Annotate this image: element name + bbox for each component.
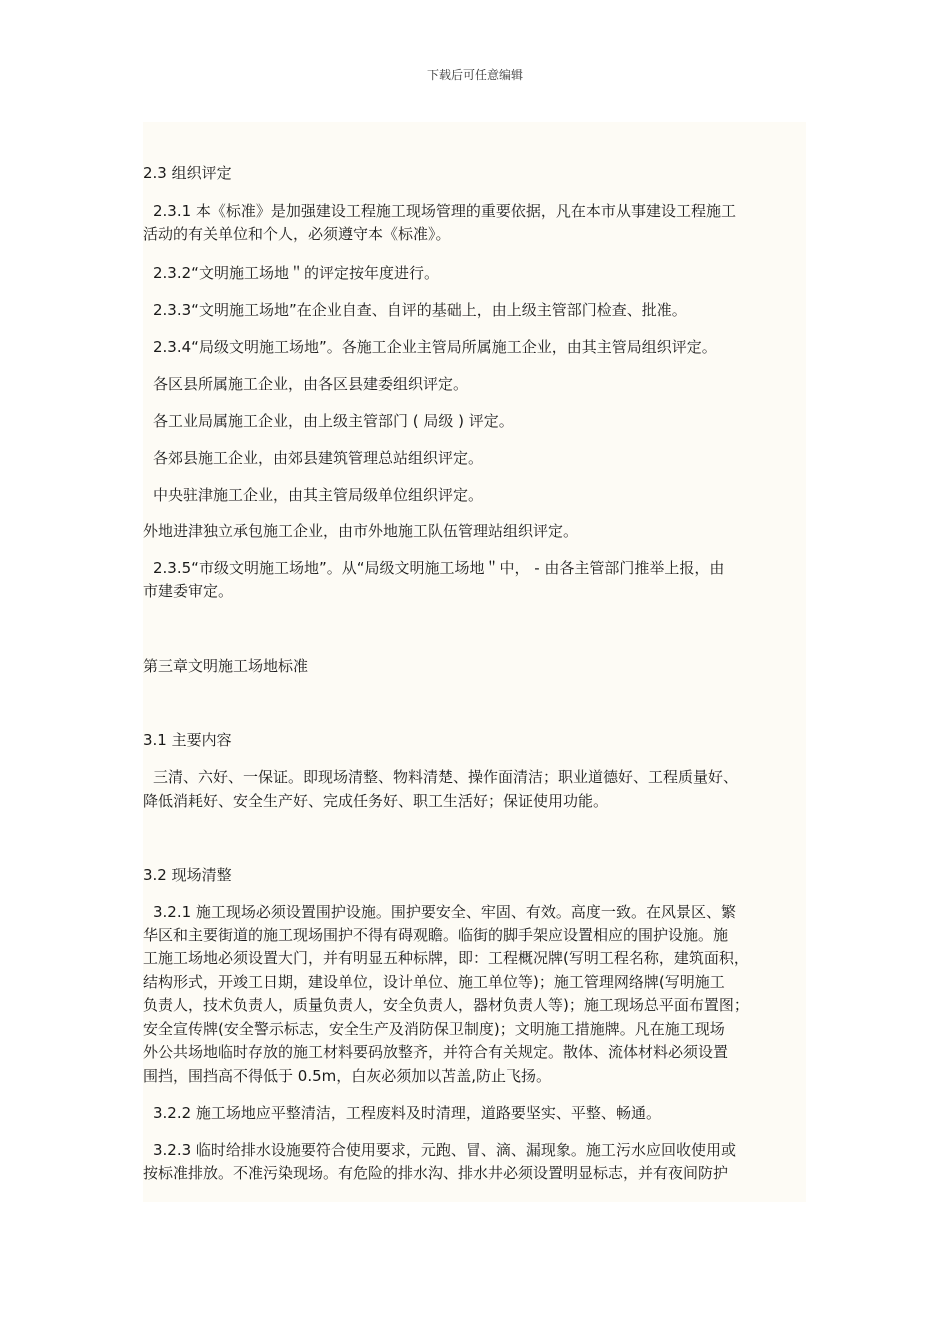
page-header: 下载后可任意编辑: [426, 68, 523, 82]
paragraph-2-3-3: 2.3.3“文明施工场地”在企业自查、自评的基础上，由上级主管部门检查、批准。: [153, 301, 687, 319]
paragraph-3-2-2: 3.2.2 施工场地应平整清洁，工程废料及时清理，道路要坚实、平整、畅通。: [153, 1104, 661, 1122]
paragraph-2-3-1-line1: 2.3.1 本《标准》是加强建设工程施工现场管理的重要依据，凡在本市从事建设工程施工: [153, 202, 736, 220]
paragraph-3-2-1-line1: 3.2.1 施工现场必须设置围护设施。围护要安全、牢固、有效。高度一致。在风景区、繁: [153, 903, 736, 921]
paragraph-3-1-line2: 降低消耗好、安全生产好、完成任务好、职工生活好；保证使用功能。: [143, 792, 609, 810]
paragraph-2-3-5-line2: 市建委审定。: [143, 582, 234, 600]
paragraph-3-2-1-line3: 工施工场地必须设置大门，并有明显五种标牌，即：工程概况牌(写明工程名称，建筑面积，: [143, 949, 749, 967]
paragraph-3-2-1-line4: 结构形式，开竣工日期，建设单位，设计单位、施工单位等)；施工管理网络牌(写明施工: [143, 973, 725, 991]
section-3-1-heading: 3.1 主要内容: [143, 731, 232, 749]
paragraph-suburb: 各郊县施工企业，由郊县建筑管理总站组织评定。: [153, 449, 484, 467]
paragraph-3-2-1-line7: 外公共场地临时存放的施工材料要码放整齐，并符合有关规定。散体、流体材料必须设置: [143, 1043, 729, 1061]
document-body: [143, 122, 806, 1202]
paragraph-2-3-4: 2.3.4“局级文明施工场地”。各施工企业主管局所属施工企业，由其主管局组织评定。: [153, 338, 717, 356]
paragraph-outside: 外地进津独立承包施工企业，由市外地施工队伍管理站组织评定。: [143, 522, 579, 540]
paragraph-3-1-line1: 三清、六好、一保证。即现场清整、物料清楚、操作面清洁；职业道德好、工程质量好、: [153, 768, 739, 786]
paragraph-3-2-1-line8: 围挡，围挡高不得低于 0.5m，白灰必须加以苫盖,防止飞扬。: [143, 1067, 552, 1085]
section-2-3-heading: 2.3 组织评定: [143, 164, 232, 182]
paragraph-3-2-1-line2: 华区和主要街道的施工现场围护不得有碍观瞻。临街的脚手架应设置相应的围护设施。施: [143, 926, 729, 944]
paragraph-3-2-1-line6: 安全宣传牌(安全警示标志，安全生产及消防保卫制度)；文明施工措施牌。凡在施工现场: [143, 1020, 725, 1038]
paragraph-3-2-1-line5: 负责人，技术负责人，质量负责人，安全负责人，器材负责人等)；施工现场总平面布置图；: [143, 996, 749, 1014]
paragraph-2-3-2: 2.3.2“文明施工场地＂的评定按年度进行。: [153, 264, 439, 282]
paragraph-2-3-5-line1: 2.3.5“市级文明施工场地”。从“局级文明施工场地＂中， - 由各主管部门推举上报，由: [153, 559, 725, 577]
chapter-3-heading: 第三章文明施工场地标准: [143, 657, 309, 675]
paragraph-2-3-1-line2: 活动的有关单位和个人，必须遵守本《标准》。: [143, 225, 451, 243]
paragraph-3-2-3-line1: 3.2.3 临时给排水设施要符合使用要求，元跑、冒、滴、漏现象。施工污水应回收使用或: [153, 1141, 736, 1159]
paragraph-central: 中央驻津施工企业，由其主管局级单位组织评定。: [153, 486, 484, 504]
paragraph-3-2-3-line2: 按标准排放。不准污染现场。有危险的排水沟、排水井必须设置明显标志，并有夜间防护: [143, 1164, 729, 1182]
paragraph-district: 各区县所属施工企业，由各区县建委组织评定。: [153, 375, 469, 393]
paragraph-industry: 各工业局属施工企业，由上级主管部门 ( 局级 ) 评定。: [153, 412, 514, 430]
section-3-2-heading: 3.2 现场清整: [143, 866, 232, 884]
